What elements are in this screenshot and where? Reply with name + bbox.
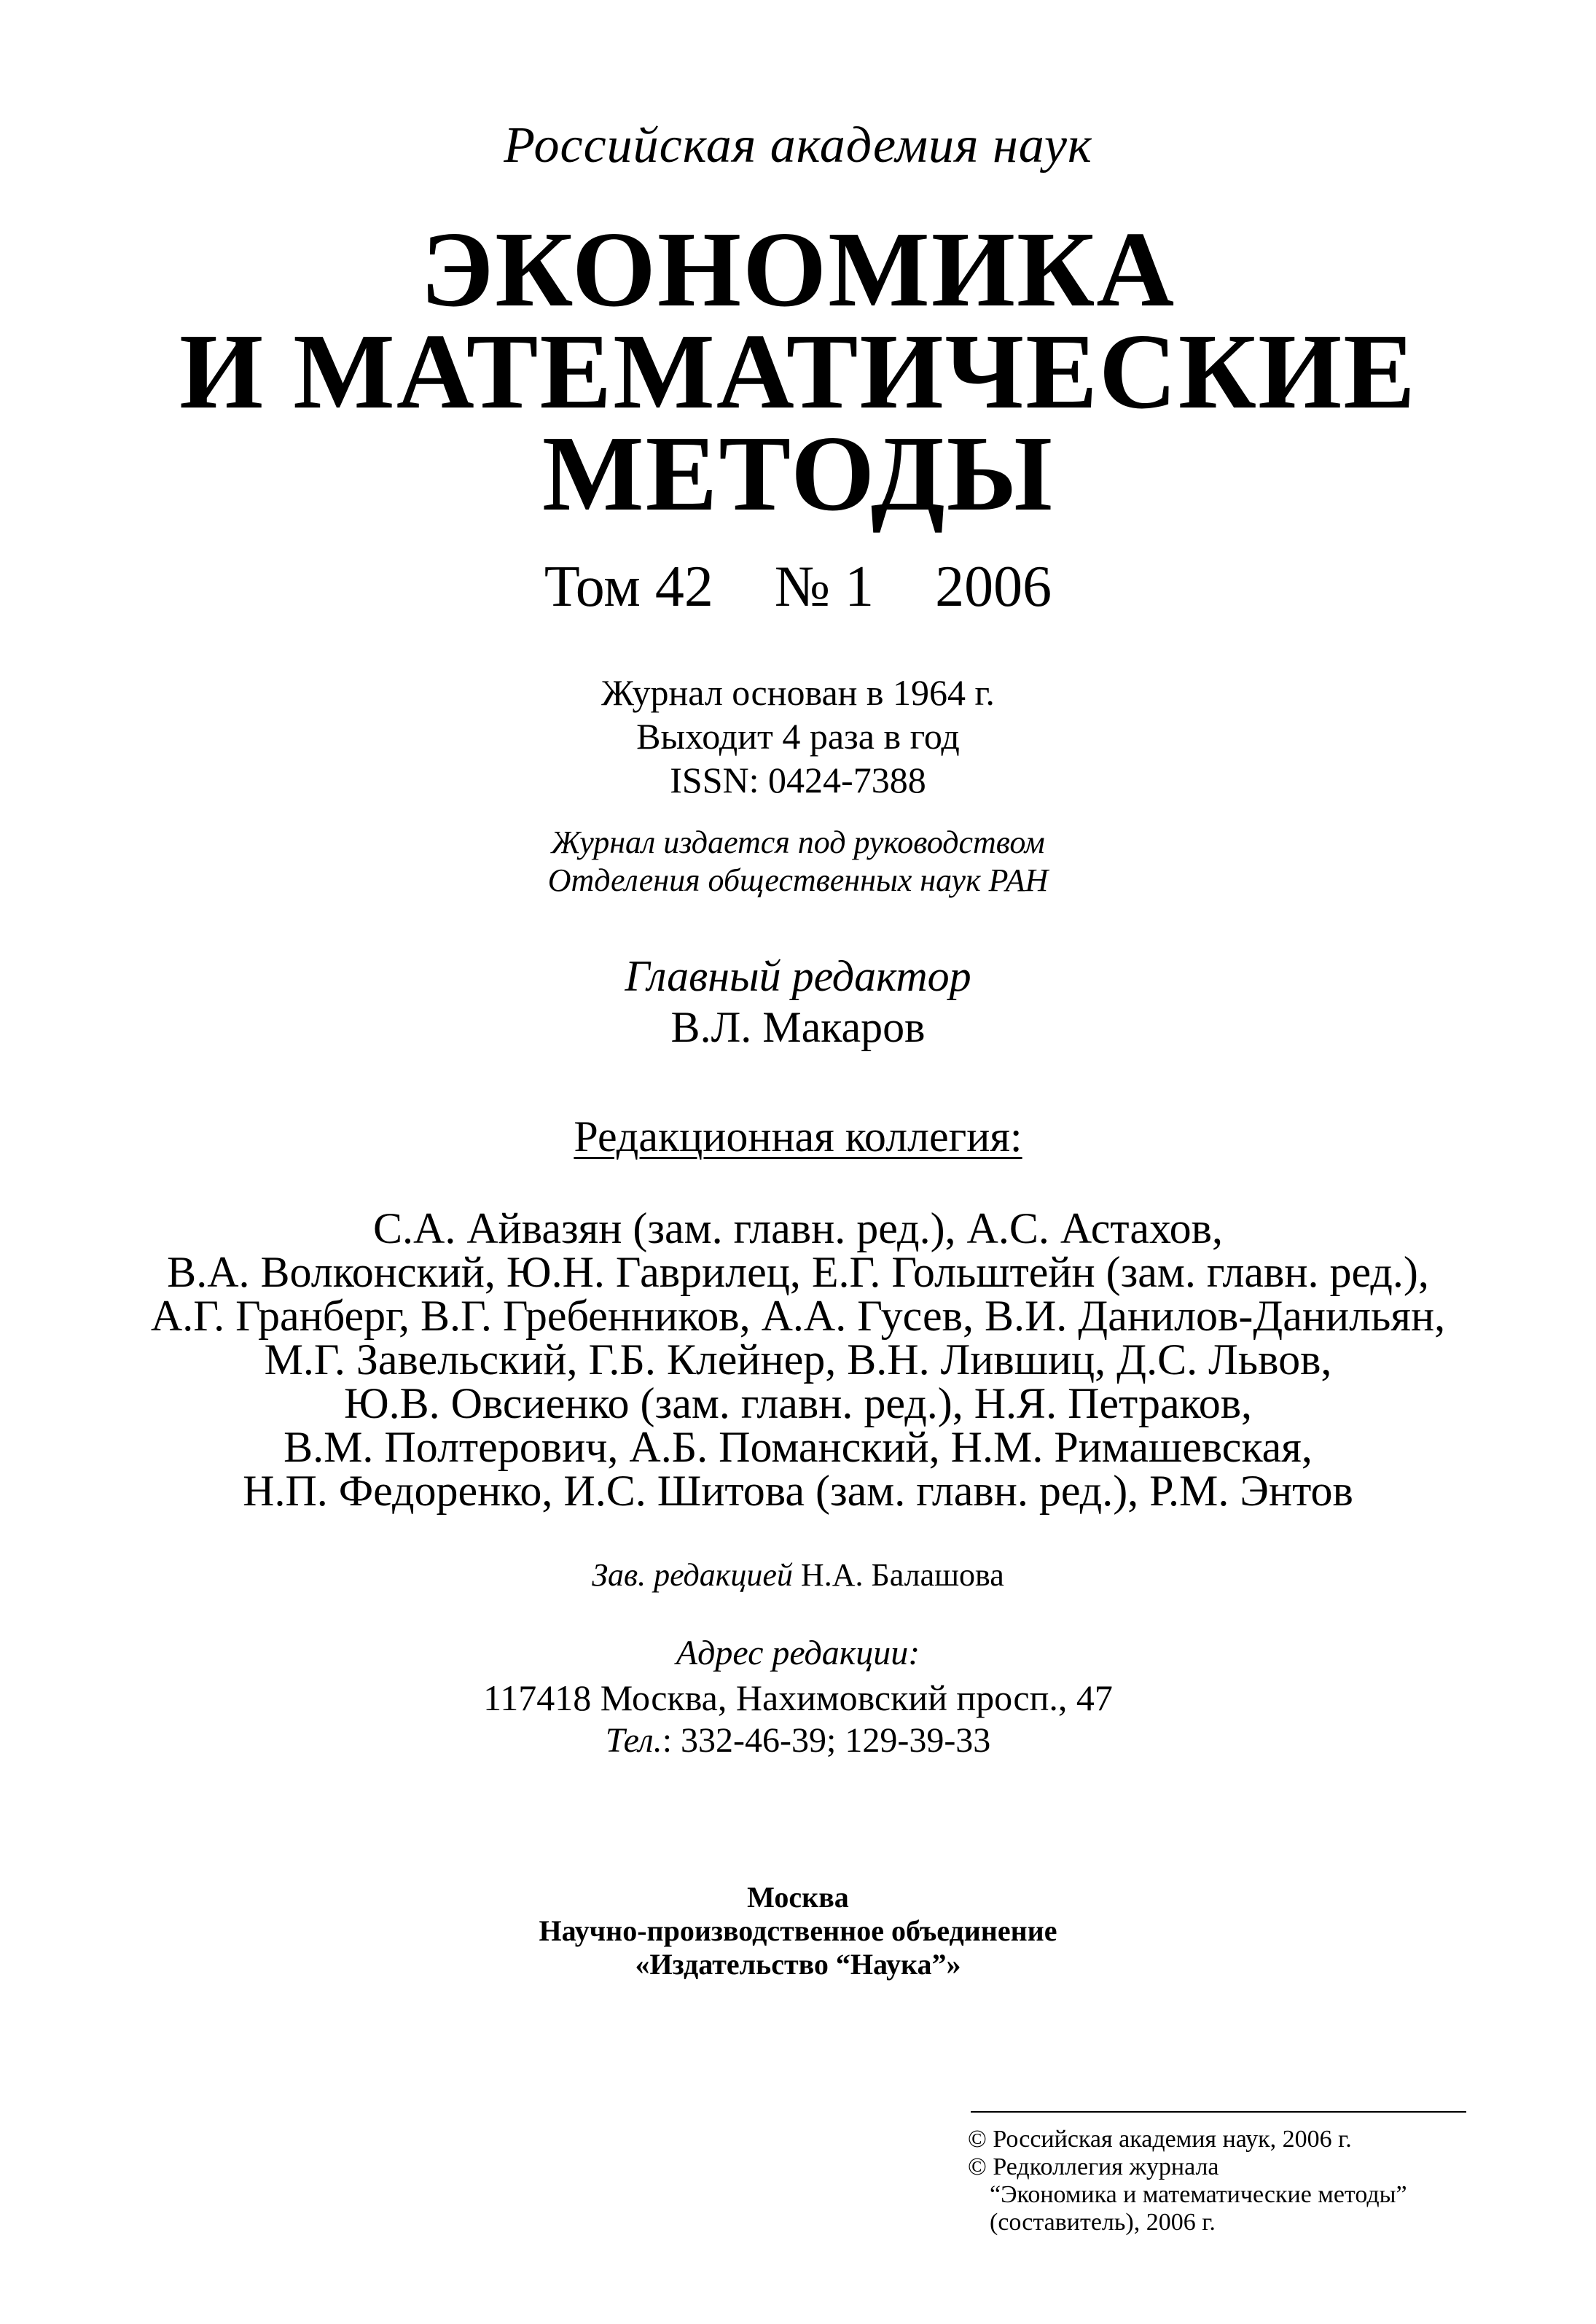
academy-name: Российская академия наук bbox=[504, 117, 1092, 173]
phone-label: Тел. bbox=[605, 1721, 662, 1760]
year: 2006 bbox=[935, 555, 1052, 619]
editorial-board-list bbox=[0, 1206, 1596, 1513]
address-label: Адрес редакции: bbox=[676, 1634, 920, 1672]
volume: Том 42 bbox=[544, 555, 713, 619]
board-line: В.А. Волконский, Ю.Н. Гаврилец, Е.Г. Гольштейн (зам. главн. ред.), bbox=[167, 1248, 1429, 1296]
publisher-note-line-2: Отделения общественных наук РАН bbox=[547, 862, 1049, 898]
copyright-block bbox=[968, 2126, 1407, 2237]
head-of-office bbox=[0, 1556, 1596, 1594]
imprint bbox=[0, 1881, 1596, 1981]
head-of-office-label: Зав. редакцией bbox=[592, 1557, 793, 1593]
board-line: Н.П. Федоренко, И.С. Шитова (зам. главн. ред.), Р.М. Энтов bbox=[243, 1467, 1353, 1515]
phone-line bbox=[0, 1720, 1596, 1760]
journal-info bbox=[0, 671, 1596, 802]
copyright-line-4: (составитель), 2006 г. bbox=[990, 2209, 1216, 2236]
copyright-divider bbox=[971, 2111, 1466, 2113]
board-line: С.А. Айвазян (зам. главн. ред.), А.С. Астахов, bbox=[372, 1204, 1223, 1252]
issn-text: ISSN: 0424-7388 bbox=[670, 760, 926, 800]
publisher-note bbox=[0, 824, 1596, 900]
editorial-board-label: Редакционная коллегия: bbox=[574, 1112, 1022, 1161]
imprint-city: Москва bbox=[747, 1881, 849, 1914]
board-line: А.Г. Гранберг, В.Г. Гребенников, А.А. Гусев, В.И. Данилов-Данильян, bbox=[150, 1292, 1446, 1340]
phone-numbers: : 332-46-39; 129-39-33 bbox=[662, 1721, 991, 1760]
head-of-office-name: Н.А. Балашова bbox=[800, 1557, 1004, 1593]
issue-number: № 1 bbox=[774, 555, 875, 619]
frequency-text: Выходит 4 раза в год bbox=[636, 716, 960, 757]
board-line: Ю.В. Овсиенко (зам. главн. ред.), Н.Я. Петраков, bbox=[343, 1379, 1253, 1427]
imprint-org: Научно-производственное объединение bbox=[539, 1914, 1057, 1947]
copyright-line-3: “Экономика и математические методы” bbox=[990, 2181, 1407, 2208]
founded-text: Журнал основан в 1964 г. bbox=[601, 672, 995, 713]
editorial-board-heading bbox=[0, 1112, 1596, 1162]
copyright-line-1: © Российская академия наук, 2006 г. bbox=[968, 2126, 1352, 2153]
imprint-publisher: «Издательство “Наука”» bbox=[635, 1948, 961, 1981]
journal-title-line-2: И МАТЕМАТИЧЕСКИЕ bbox=[179, 312, 1417, 432]
board-line: М.Г. Завельский, Г.Б. Клейнер, В.Н. Лившиц, Д.С. Львов, bbox=[264, 1335, 1332, 1384]
address-street: 117418 Москва, Нахимовский просп., 47 bbox=[483, 1677, 1113, 1718]
copyright-line-2: © Редколлегия журнала bbox=[968, 2153, 1219, 2180]
board-line: В.М. Полтерович, А.Б. Поманский, Н.М. Римашевская, bbox=[283, 1423, 1313, 1471]
journal-title-line-1: ЭКОНОМИКА bbox=[420, 210, 1176, 330]
chief-editor-label: Главный редактор bbox=[625, 952, 971, 1000]
publisher-note-line-1: Журнал издается под руководством bbox=[551, 824, 1045, 860]
chief-editor-name: В.Л. Макаров bbox=[670, 1003, 926, 1051]
issue-info bbox=[0, 554, 1596, 620]
journal-title-line-3: МЕТОДЫ bbox=[541, 414, 1055, 534]
